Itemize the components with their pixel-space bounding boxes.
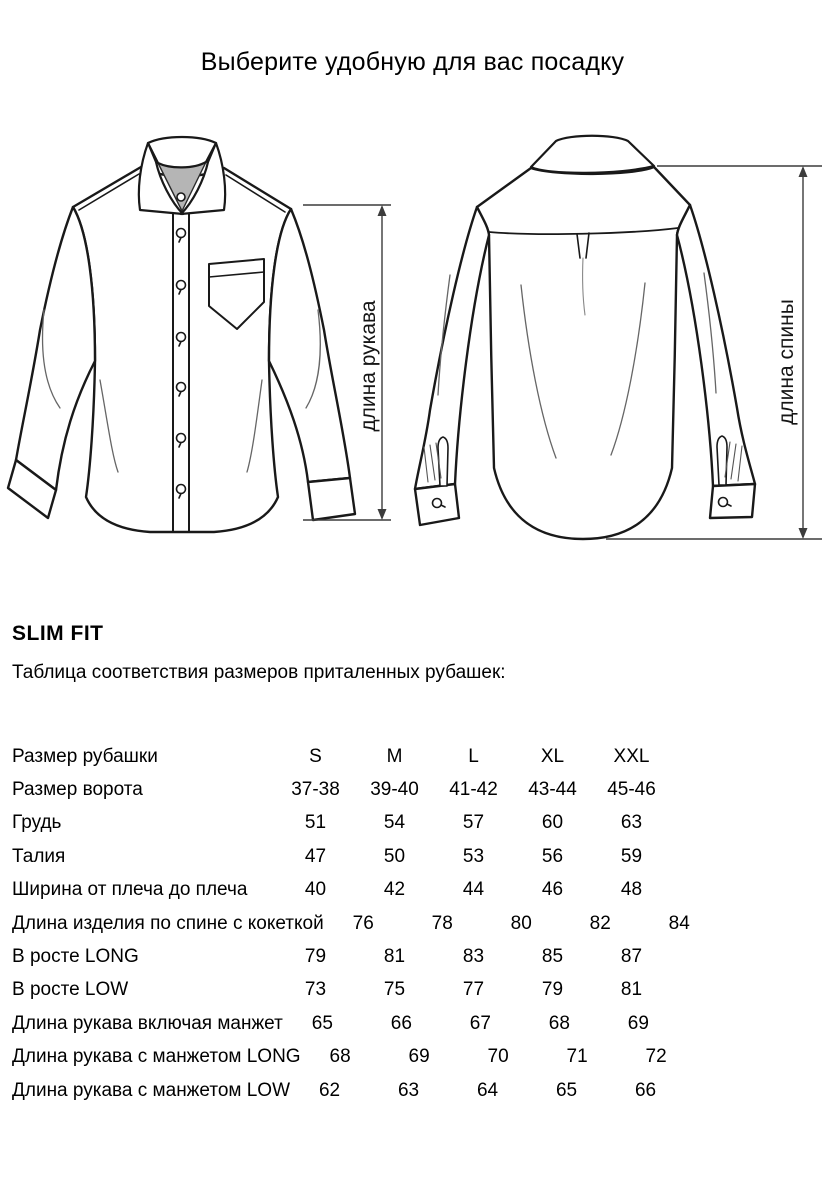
table-row — [12, 1074, 692, 1107]
table-row — [12, 907, 692, 940]
cell-value: 46 — [541, 879, 564, 901]
cell-value: 80 — [510, 912, 532, 934]
fit-heading: SLIM FIT — [12, 622, 104, 645]
front-left-sleeve — [16, 207, 95, 490]
cell-value: XL — [540, 745, 565, 767]
cell-value: 53 — [462, 845, 485, 867]
cell-value: 81 — [620, 979, 643, 1001]
cell-value: 77 — [462, 979, 485, 1001]
row-label: Длина изделия по спине с кокеткой — [12, 912, 324, 934]
cell-value: 63 — [397, 1079, 420, 1101]
row-label: Грудь — [12, 812, 62, 834]
cell-value: 65 — [311, 1012, 333, 1034]
cell-value: 70 — [487, 1046, 509, 1068]
cell-value: 87 — [620, 946, 643, 968]
page-title: Выберите удобную для вас посадку — [200, 48, 625, 76]
table-row — [12, 940, 692, 973]
cell-value: 39-40 — [370, 779, 419, 801]
row-label: Длина рукава с манжетом LONG — [12, 1046, 301, 1068]
arrow-down-icon — [378, 509, 387, 520]
back-body — [477, 167, 690, 539]
cell-value: 54 — [383, 812, 406, 834]
cell-value: 71 — [566, 1046, 588, 1068]
row-label: В росте LOW — [12, 979, 129, 1001]
cell-value: 67 — [469, 1012, 491, 1034]
cell-value: 79 — [304, 946, 327, 968]
cell-value: 68 — [548, 1012, 570, 1034]
table-row — [12, 807, 692, 840]
cell-value: 69 — [408, 1046, 430, 1068]
collar-band — [148, 137, 216, 167]
cell-value: 63 — [620, 812, 643, 834]
shirt-front-view — [8, 137, 355, 532]
cell-value: 59 — [620, 845, 643, 867]
sleeve-length-label: длина рукава — [357, 300, 380, 432]
row-label: Талия — [12, 845, 66, 867]
back-left-sleeve — [415, 207, 489, 489]
arrow-up-icon — [378, 205, 387, 216]
table-row — [12, 773, 692, 806]
cell-value: 68 — [329, 1046, 351, 1068]
cell-value: 62 — [318, 1079, 341, 1101]
cell-value: 84 — [668, 912, 690, 934]
table-row — [12, 874, 692, 907]
table-row — [12, 974, 692, 1007]
cell-value: 56 — [541, 845, 564, 867]
cell-value: L — [468, 745, 479, 767]
cell-value: 50 — [383, 845, 406, 867]
cell-value: 64 — [476, 1079, 499, 1101]
back-right-sleeve-placket — [717, 436, 727, 485]
cell-value: 83 — [462, 946, 485, 968]
cell-value: 57 — [462, 812, 485, 834]
cell-value: 73 — [304, 979, 327, 1001]
front-body — [73, 167, 291, 532]
cell-value: M — [386, 745, 403, 767]
cell-value: 65 — [555, 1079, 578, 1101]
cell-value: 81 — [383, 946, 406, 968]
row-label: Размер рубашки — [12, 745, 158, 767]
cell-value: 51 — [304, 812, 327, 834]
row-label: В росте LONG — [12, 946, 139, 968]
fit-subtitle: Таблица соответствия размеров приталенных рубашек: — [12, 662, 506, 683]
cell-value: S — [309, 745, 322, 767]
row-label: Ширина от плеча до плеча — [12, 879, 248, 901]
front-right-sleeve — [269, 209, 350, 482]
table-row — [12, 1007, 692, 1040]
cell-value: 60 — [541, 812, 564, 834]
back-right-sleeve — [677, 205, 755, 486]
table-row — [12, 840, 692, 873]
table-row — [12, 740, 692, 773]
cell-value: 48 — [620, 879, 643, 901]
cell-value: 41-42 — [449, 779, 498, 801]
cell-value: 66 — [634, 1079, 657, 1101]
cell-value: 42 — [383, 879, 406, 901]
cell-value: XXL — [613, 745, 650, 767]
cell-value: 47 — [304, 845, 327, 867]
cell-value: 43-44 — [528, 779, 577, 801]
front-right-cuff — [308, 478, 355, 520]
shirt-technical-drawings — [0, 0, 825, 580]
back-collar — [531, 136, 654, 173]
shirt-back-view — [415, 136, 755, 539]
cell-value: 37-38 — [291, 779, 340, 801]
cell-value: 79 — [541, 979, 564, 1001]
cell-value: 44 — [462, 879, 485, 901]
back-length-label: длина спины — [775, 299, 798, 425]
back-right-cuff — [710, 484, 755, 518]
arrow-up-icon — [799, 166, 808, 177]
table-row — [12, 1041, 692, 1074]
cell-value: 40 — [304, 879, 327, 901]
size-table — [12, 740, 692, 1107]
cell-value: 85 — [541, 946, 564, 968]
cell-value: 75 — [383, 979, 406, 1001]
arrow-down-icon — [799, 528, 808, 539]
cell-value: 76 — [352, 912, 374, 934]
back-left-sleeve-placket — [438, 437, 448, 486]
row-label: Длина рукава включая манжет — [12, 1012, 283, 1034]
row-label: Длина рукава с манжетом LOW — [12, 1079, 291, 1101]
cell-value: 82 — [589, 912, 611, 934]
cell-value: 72 — [645, 1046, 667, 1068]
cell-value: 69 — [627, 1012, 649, 1034]
row-label: Размер ворота — [12, 779, 143, 801]
cell-value: 66 — [390, 1012, 412, 1034]
cell-value: 45-46 — [607, 779, 656, 801]
cell-value: 78 — [431, 912, 453, 934]
